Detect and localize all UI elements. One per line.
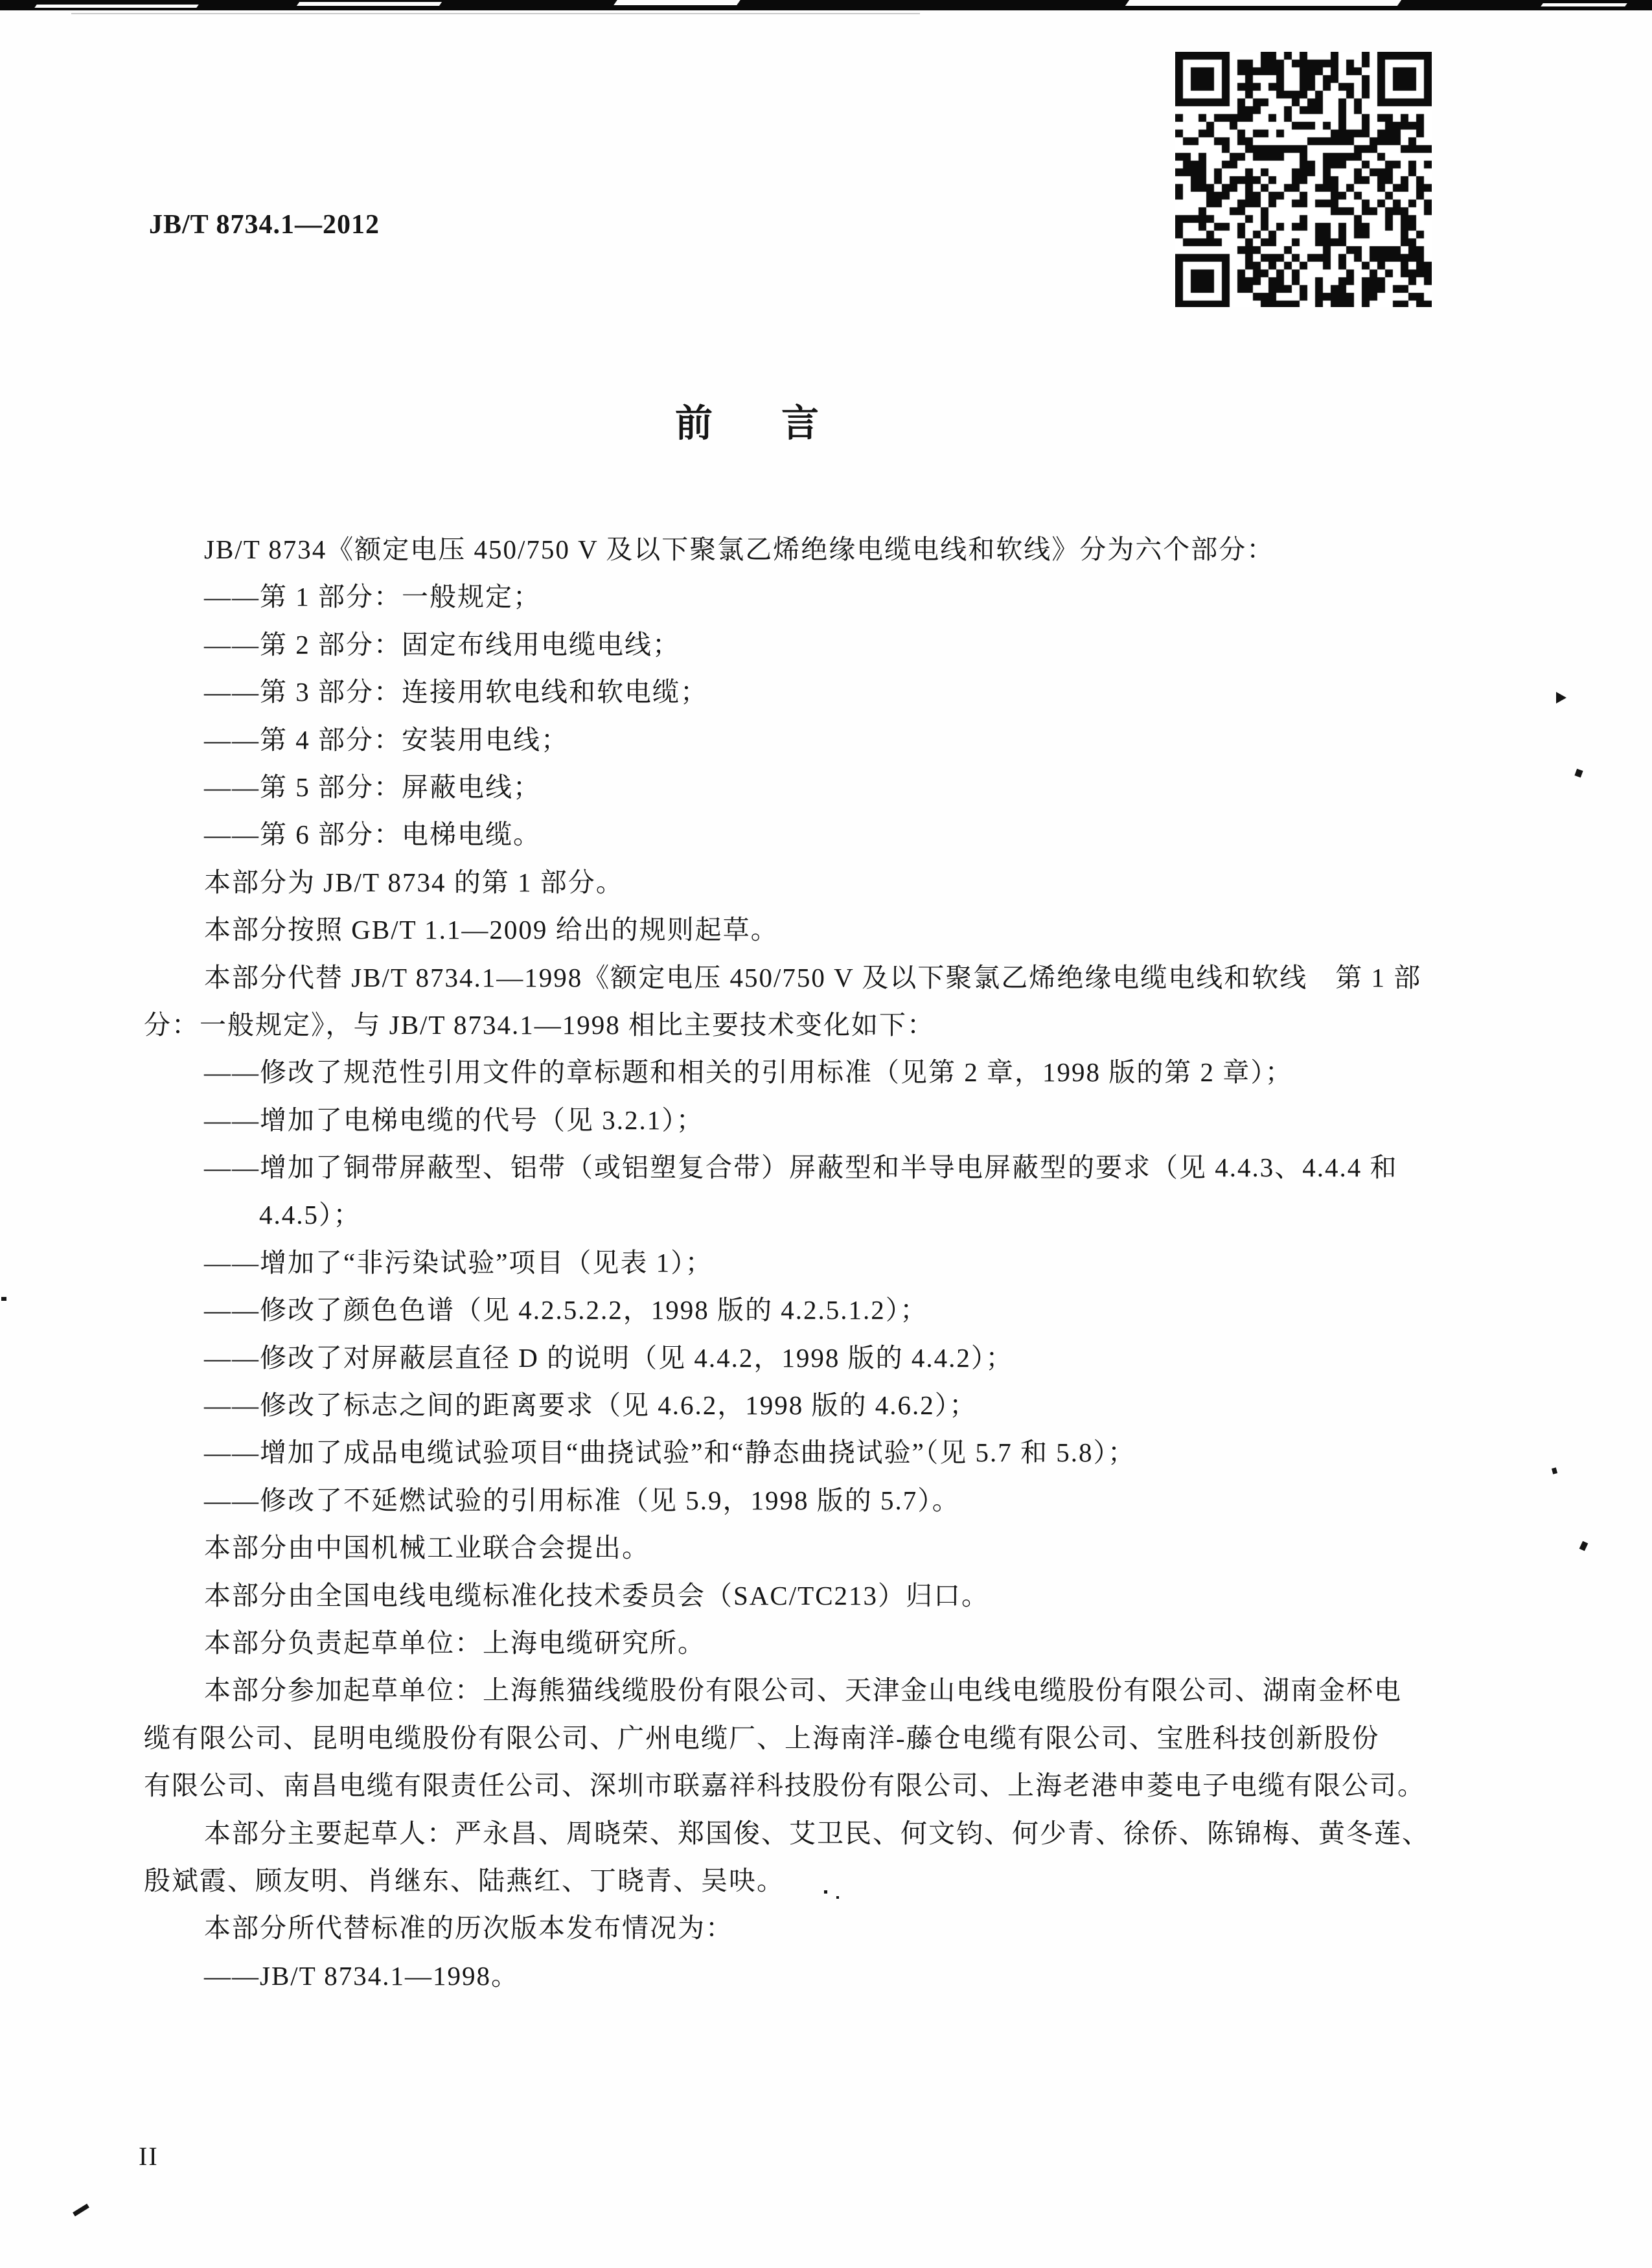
text-line: ——修改了不延燃试验的引用标准（见 5.9，1998 版的 5.7）。 [204,1485,960,1515]
text-line: ——增加了“非污染试验”项目（见表 1）； [204,1247,713,1277]
text-line: ——修改了标志之间的距离要求（见 4.6.2，1998 版的 4.6.2）； [204,1390,978,1421]
text-line: ——第 1 部分：一般规定； [204,582,541,612]
text-line: ——第 2 部分：固定布线用电缆电线； [204,629,680,659]
text-line: 本部分为 JB/T 8734 的第 1 部分。 [204,867,624,897]
scan-scratch-line [71,13,920,14]
standard-number-header: JB/T 8734.1—2012 [149,210,380,240]
qr-code [1175,52,1432,307]
text-line: ——第 6 部分：电梯电缆。 [204,819,541,850]
text-line: ——第 3 部分：连接用软电线和软电缆； [204,677,708,707]
scan-speck [73,2204,89,2217]
scan-speck [824,1890,827,1894]
scan-top-edge [0,0,1652,10]
text-line: 有限公司、南昌电缆有限责任公司、深圳市联嘉祥科技股份有限公司、上海老港申菱电子电缆有限公司。 [144,1770,1425,1801]
title-char-yan: 言 [781,402,820,444]
foreword-body [144,526,1458,2000]
text-line: 本部分所代替标准的历次版本发布情况为： [204,1913,733,1943]
text-line: 本部分参加起草单位：上海熊猫线缆股份有限公司、天津金山电线电缆股份有限公司、湖南金杯电 [204,1675,1402,1706]
text-line: ——增加了铜带屏蔽型、铝带（或铝塑复合带）屏蔽型和半导电屏蔽型的要求（见 4.4.3、4.4.4 和 [204,1152,1398,1183]
text-line: 本部分负责起草单位：上海电缆研究所。 [204,1627,706,1658]
scan-speck [1,1297,6,1301]
text-line: ——JB/T 8734.1—1998。 [204,1960,519,1991]
text-line: 本部分主要起草人：严永昌、周晓荣、郑国俊、艾卫民、何文钧、何少青、徐侨、陈锦梅、黄冬莲、 [204,1818,1430,1848]
page-title [675,393,819,447]
text-line: ——修改了颜色色谱（见 4.2.5.2.2，1998 版的 4.2.5.1.2）； [204,1295,928,1325]
text-line: 4.4.5）； [259,1200,361,1230]
text-line: ——修改了规范性引用文件的章标题和相关的引用标准（见第 2 章，1998 版的第 2 章）； [204,1057,1293,1088]
scan-speck [1579,1541,1589,1552]
text-line: 本部分按照 GB/T 1.1—2009 给出的规则起草。 [204,915,779,945]
scan-speck [1574,769,1583,778]
text-line: ——第 5 部分：屏蔽电线； [204,772,541,802]
text-line: ——第 4 部分：安装用电线； [204,724,569,755]
scan-speck [836,1896,839,1899]
text-line: 殷斌霞、顾友明、肖继东、陆燕红、丁晓青、吴吷。 [144,1865,785,1896]
text-line: ——增加了成品电缆试验项目“曲挠试验”和“静态曲挠试验”（见 5.7 和 5.8）； [204,1438,1136,1468]
text-line: ——修改了对屏蔽层直径 D 的说明（见 4.4.2，1998 版的 4.4.2）； [204,1342,1014,1373]
scan-speck [1556,692,1566,704]
text-line: 本部分由全国电线电缆标准化技术委员会（SAC/TC213）归口。 [204,1580,990,1610]
title-char-qian: 前 [675,402,713,444]
page-number: II [139,2142,159,2171]
text-line: 本部分代替 JB/T 8734.1—1998《额定电压 450/750 V 及以下聚氯乙烯绝缘电缆电线和软线 第 1 部 [204,962,1422,992]
text-line: 本部分由中国机械工业联合会提出。 [204,1533,650,1563]
text-line: 缆有限公司、昆明电缆股份有限公司、广州电缆厂、上海南洋-藤仓电缆有限公司、宝胜科技创新股份 [144,1723,1380,1753]
text-line: JB/T 8734《额定电压 450/750 V 及以下聚氯乙烯绝缘电缆电线和软线》分为六个部分： [204,534,1275,564]
text-line: ——增加了电梯电缆的代号（见 3.2.1）； [204,1105,704,1135]
text-line: 分：一般规定》，与 JB/T 8734.1—1998 相比主要技术变化如下： [144,1009,935,1040]
scan-speck [1552,1467,1557,1474]
